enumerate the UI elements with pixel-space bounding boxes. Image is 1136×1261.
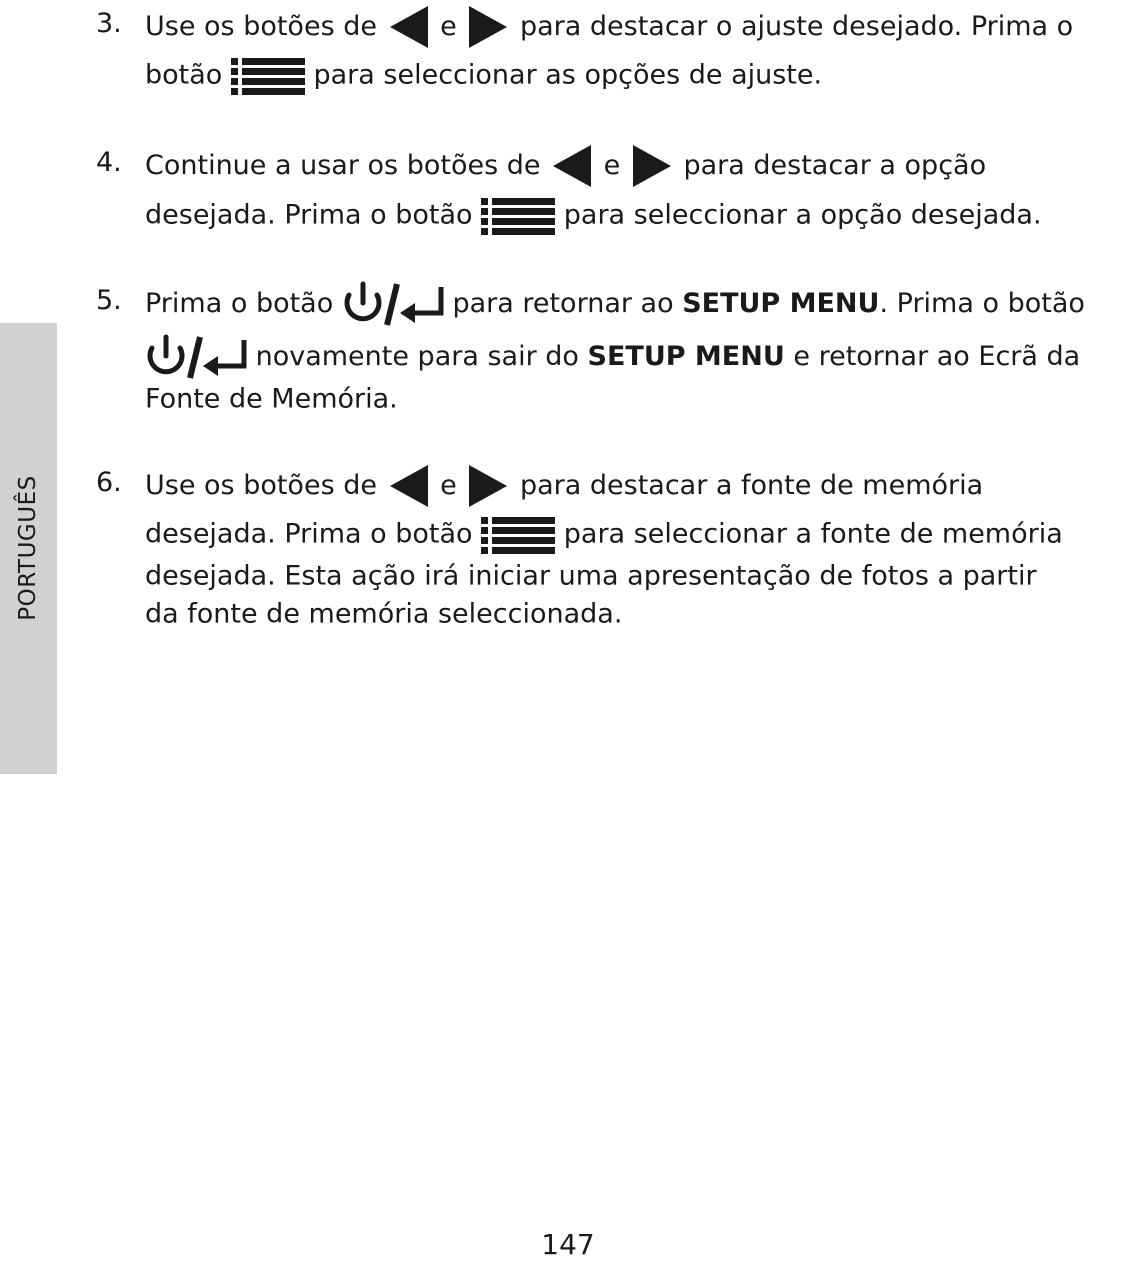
menu-list-icon: [231, 57, 305, 95]
step-number: 5.: [96, 285, 122, 316]
step-text: para seleccionar a opção desejada.: [563, 199, 1042, 231]
step-text: desejada. Esta ação irá iniciar uma apresentação de fotos a partir: [145, 560, 1037, 592]
left-triangle-icon: [386, 463, 432, 509]
power-enter-icon: [145, 334, 247, 380]
step-text: . Prima o botão: [879, 288, 1085, 319]
setup-menu-label: SETUP MENU: [682, 288, 880, 319]
power-enter-icon: [342, 281, 444, 327]
step-text: Fonte de Memória.: [145, 383, 398, 415]
step-text: desejada. Prima o botão: [145, 518, 473, 550]
step-text: e: [440, 470, 457, 501]
step-text: da fonte de memória seleccionada.: [145, 598, 623, 630]
step-text: para destacar o ajuste desejado. Prima o: [519, 11, 1074, 42]
step-text: para destacar a opção: [683, 150, 987, 181]
step-text: para seleccionar as opções de ajuste.: [313, 59, 823, 91]
step-text: para retornar ao: [452, 288, 674, 319]
setup-menu-label: SETUP MENU: [587, 341, 785, 372]
language-label: PORTUGUÊS: [15, 475, 41, 621]
step-text: Prima o botão: [145, 288, 334, 319]
step-number: 6.: [96, 467, 122, 498]
step-text: e: [440, 11, 457, 42]
step-text: novamente para sair do: [255, 341, 579, 372]
menu-list-icon: [481, 197, 555, 235]
step-text: e: [603, 150, 621, 181]
right-triangle-icon: [465, 463, 511, 509]
step-text: e retornar ao Ecrã da: [793, 341, 1081, 372]
menu-list-icon: [481, 516, 555, 554]
step-number: 4.: [96, 147, 122, 178]
step-text: botão: [145, 59, 223, 91]
step-number: 3.: [96, 8, 122, 39]
step-text: Continue a usar os botões de: [145, 150, 541, 181]
page-number: 147: [541, 1228, 595, 1261]
step-text: desejada. Prima o botão: [145, 199, 473, 231]
step-text: Use os botões de: [145, 470, 377, 501]
left-triangle-icon: [549, 143, 595, 189]
left-triangle-icon: [386, 4, 432, 50]
right-triangle-icon: [629, 143, 675, 189]
right-triangle-icon: [465, 4, 511, 50]
step-text: Use os botões de: [145, 11, 377, 42]
step-text: para seleccionar a fonte de memória: [563, 518, 1063, 550]
step-text: para destacar a fonte de memória: [519, 470, 984, 501]
